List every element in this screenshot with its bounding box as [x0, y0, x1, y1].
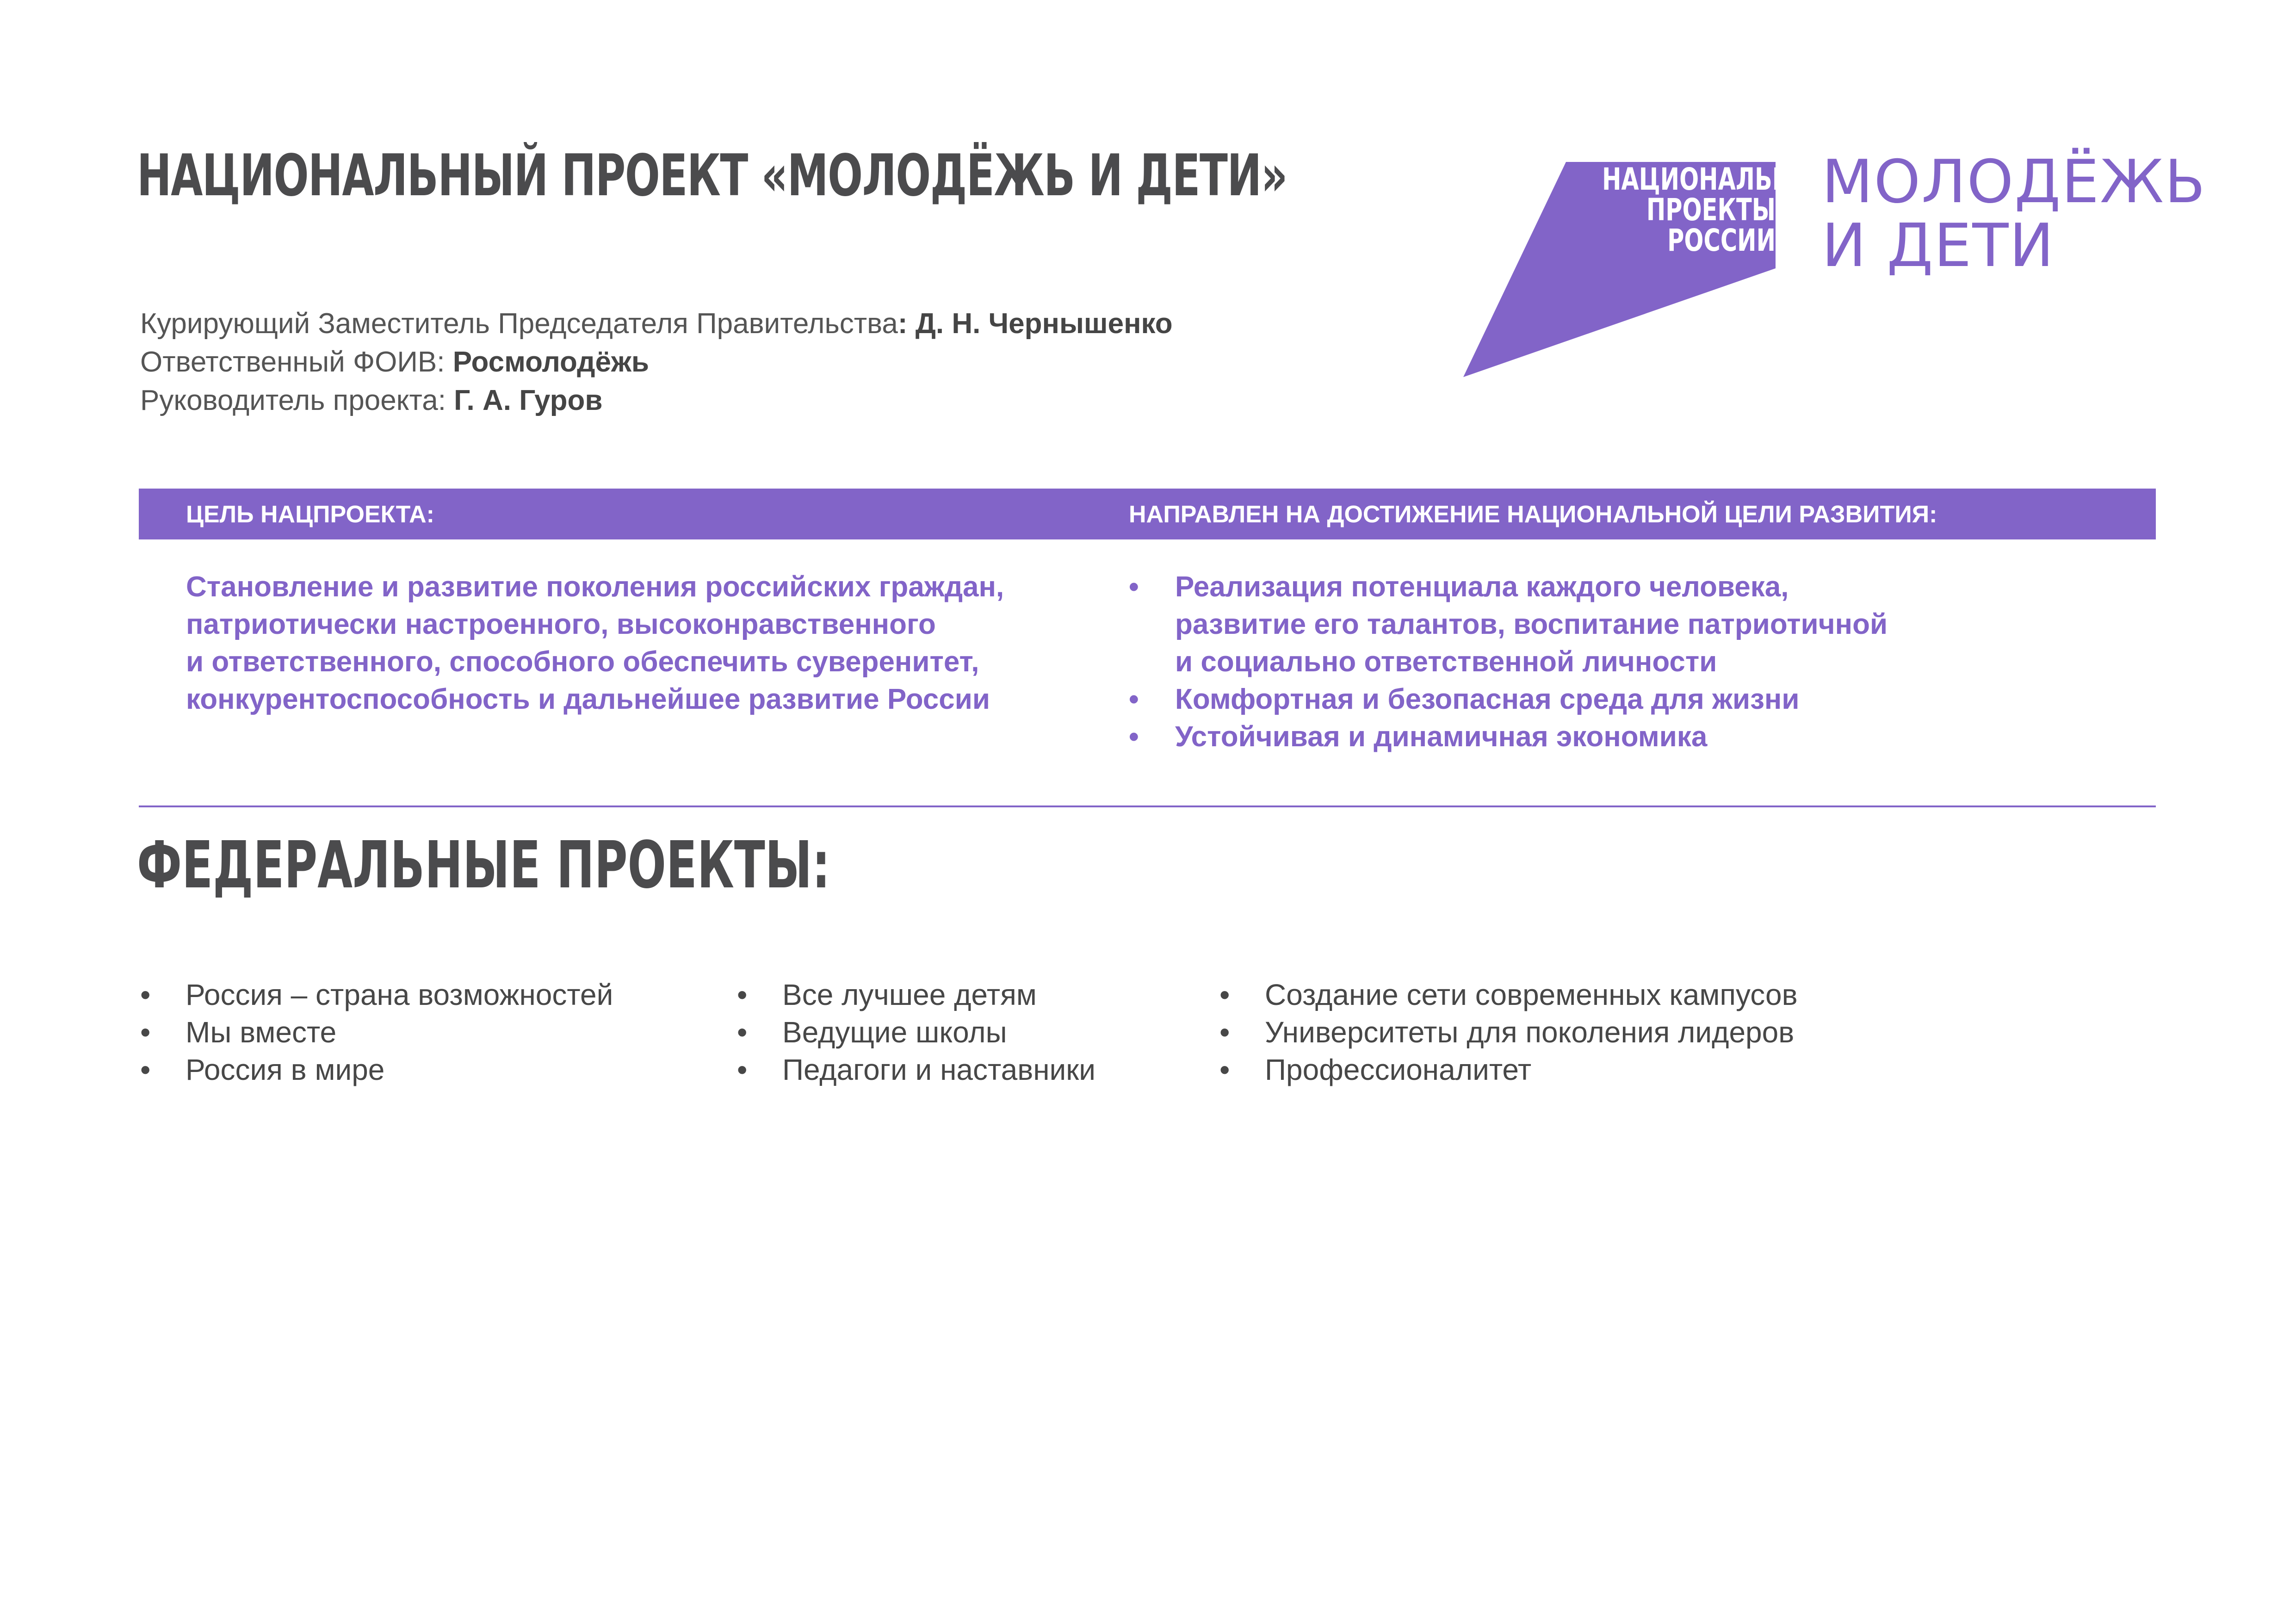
foiv-value: Росмолодёжь: [452, 346, 650, 378]
logo-np-line: РОССИИ: [1667, 223, 1776, 258]
federal-project-label: Профессионалитет: [1265, 1053, 1532, 1086]
curator-sep: :: [897, 308, 916, 340]
federal-project-label: Университеты для поколения лидеров: [1265, 1016, 1795, 1049]
federal-project-label: Мы вместе: [186, 1016, 337, 1049]
federal-projects-column-1: [140, 976, 613, 1089]
foiv-line: [140, 343, 1173, 381]
federal-project-label: Россия – страна возможностей: [186, 978, 613, 1011]
federal-project-item: [737, 976, 1095, 1014]
foiv-sep: :: [437, 346, 453, 378]
federal-project-item: [1219, 1051, 1798, 1089]
federal-project-item: [1219, 976, 1798, 1014]
logo-np-line: ПРОЕКТЫ: [1646, 192, 1776, 228]
logo-brand-line: МОЛОДЁЖЬ: [1822, 148, 2206, 217]
bullet: •: [737, 1016, 748, 1049]
national-goal-line: развитие его талантов, воспитание патриотичной: [1175, 608, 1888, 640]
bullet: •: [140, 1053, 151, 1086]
head-label: Руководитель проекта: [140, 384, 438, 416]
federal-project-item: [737, 1051, 1095, 1089]
national-goals-list: [1129, 568, 2147, 756]
project-goal-text: [186, 568, 1111, 718]
logo-national-projects-text: [1602, 161, 1831, 258]
federal-project-item: [737, 1014, 1095, 1051]
bullet: •: [1219, 1053, 1230, 1086]
federal-projects-title: ФЕДЕРАЛЬНЫЕ ПРОЕКТЫ:: [137, 828, 830, 903]
national-goal-line: и социально ответственной личности: [1175, 646, 1717, 678]
foiv-label: Ответственный ФОИВ: [140, 346, 437, 378]
logo-brand-text: [1822, 150, 2220, 278]
section-divider: [139, 805, 2156, 807]
goal-line: Становление и развитие поколения российских граждан,: [186, 571, 1004, 603]
goal-line: и ответственного, способного обеспечить суверенитет,: [186, 646, 979, 678]
curator-label: Курирующий Заместитель Председателя Правительства: [140, 308, 898, 340]
bullet: •: [140, 978, 151, 1011]
head-value: Г. А. Гуров: [454, 384, 603, 416]
logo-np-line: НАЦИОНАЛЬНЫЕ: [1602, 161, 1831, 197]
bullet: •: [1129, 721, 1139, 753]
goal-line: конкурентоспособность и дальнейшее развитие России: [186, 683, 990, 715]
federal-project-item: [140, 1051, 613, 1089]
federal-project-label: Создание сети современных кампусов: [1265, 978, 1798, 1011]
federal-project-label: Педагоги и наставники: [782, 1053, 1096, 1086]
bullet: •: [737, 978, 748, 1011]
federal-projects-column-2: [737, 976, 1095, 1089]
federal-project-label: Ведущие школы: [782, 1016, 1007, 1049]
curator-value: Д. Н. Чернышенко: [915, 308, 1173, 340]
head-line: [140, 381, 1173, 420]
national-goal-line: Комфортная и безопасная среда для жизни: [1175, 683, 1800, 715]
national-goal-item: [1129, 718, 2147, 756]
logo-brand-line: И ДЕТИ: [1822, 211, 2055, 280]
bullet: •: [737, 1053, 748, 1086]
head-sep: :: [438, 384, 454, 416]
federal-project-item: [140, 976, 613, 1014]
national-goal-header: НАПРАВЛЕН НА ДОСТИЖЕНИЕ НАЦИОНАЛЬНОЙ ЦЕЛИ РАЗВИТИЯ:: [1129, 501, 1937, 528]
project-info: [140, 304, 1173, 420]
bullet: •: [1219, 1016, 1230, 1049]
bullet: •: [1129, 683, 1139, 715]
federal-project-item: [1219, 1014, 1798, 1051]
federal-project-label: Россия в мире: [186, 1053, 385, 1086]
curator-line: [140, 304, 1173, 343]
bullet: •: [1219, 978, 1230, 1011]
federal-project-item: [140, 1014, 613, 1051]
national-goal-item: [1129, 681, 2147, 718]
page-title: НАЦИОНАЛЬНЫЙ ПРОЕКТ «МОЛОДЁЖЬ И ДЕТИ»: [137, 142, 1287, 209]
goal-line: патриотически настроенного, высоконравственного: [186, 608, 936, 640]
bullet: •: [1129, 571, 1139, 603]
national-goal-item: [1129, 568, 2147, 681]
goal-header: ЦЕЛЬ НАЦПРОЕКТА:: [186, 501, 434, 528]
federal-projects-column-3: [1219, 976, 1798, 1089]
federal-project-label: Все лучшее детям: [782, 978, 1037, 1011]
national-goal-line: Реализация потенциала каждого человека,: [1175, 571, 1789, 603]
bullet: •: [140, 1016, 151, 1049]
national-goal-line: Устойчивая и динамичная экономика: [1175, 721, 1708, 753]
